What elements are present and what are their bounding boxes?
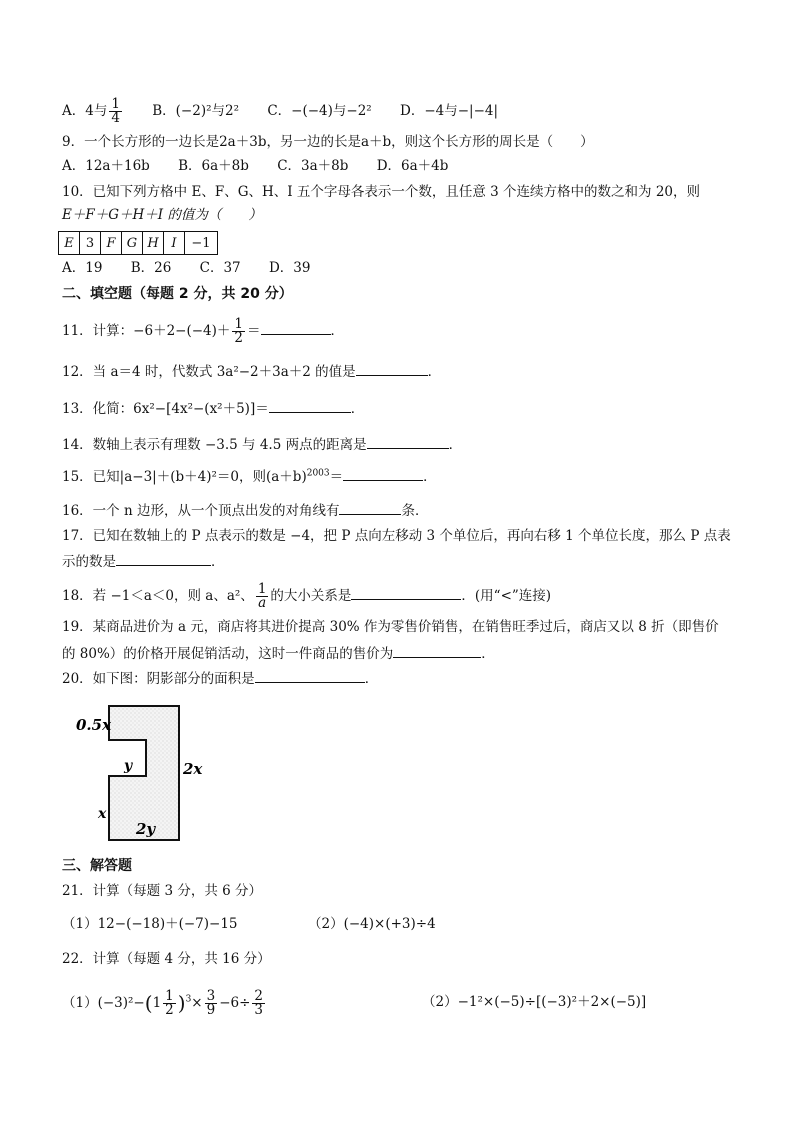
fraction: $\frac{1}{2}$	[165, 988, 174, 1018]
q10-stem-line2: E＋F＋G＋H＋I 的值为（ ）	[62, 207, 262, 223]
q8-option-d: D．−4与−|−4|	[400, 103, 499, 119]
q10-options	[62, 259, 334, 277]
answer-blank[interactable]	[367, 434, 449, 449]
q12: 12．当 a＝4 时，代数式 3a²−2＋3a＋2 的值是 ．	[62, 361, 441, 381]
q22-stem: 22．计算（每题 4 分，共 16 分）	[62, 951, 271, 967]
fraction: $\frac{1}{a}$	[257, 581, 267, 611]
grid-cell: G	[122, 232, 143, 255]
q9-option-c: C．3a＋8b	[277, 158, 349, 174]
grid-cell: −1	[185, 232, 218, 255]
q19-line1: 19．某商品进价为 a 元，商店将其进价提高 30% 作为零售价销售，在销售旺季过后，商店又以 8 折（即售价	[62, 619, 719, 635]
section-2-heading: 二、填空题（每题 2 分，共 20 分）	[62, 286, 293, 302]
label-left: x	[98, 806, 107, 822]
grid-cell: E	[59, 232, 80, 255]
q11: 11．计算：−6＋2−(−4)＋ $\frac{1}{2}$ ＝ ．	[62, 316, 345, 346]
q8-option-a: A．4与	[62, 103, 108, 119]
q14: 14．数轴上表示有理数 −3.5 与 4.5 两点的距离是 ．	[62, 434, 462, 454]
q8-option-b: B．(−2)²与2²	[152, 103, 240, 119]
answer-blank[interactable]	[351, 585, 461, 600]
q16: 16．一个 n 边形，从一个顶点出发的对角线有 条．	[62, 500, 428, 520]
q10-option-d: D．39	[268, 260, 311, 276]
fraction: $\frac{2}{3}$	[254, 988, 264, 1018]
q17-line2: 示的数是 ．	[62, 551, 225, 571]
answer-blank[interactable]	[339, 500, 401, 515]
grid-cell: F	[101, 232, 122, 255]
label-top: 0.5x	[76, 716, 112, 734]
q13: 13．化简：6x²−[4x²−(x²＋5)]＝ ．	[62, 398, 364, 418]
q22-part1: （1）(−3)²−(1 $\frac{1}{2}$ )$^3$× $\frac{3}{9}$ −6÷ $\frac{2}{3}$	[62, 988, 264, 1018]
q20: 20．如下图：阴影部分的面积是 ．	[62, 668, 378, 688]
q9-option-b: B．6a＋8b	[178, 158, 249, 174]
q10-option-c: C．37	[199, 260, 241, 276]
label-bottom: 2y	[136, 820, 156, 838]
q19-line2: 的 80%）的价格开展促销活动，这时一件商品的售价为 ．	[62, 643, 495, 663]
label-notch: y	[124, 758, 133, 774]
q18: 18．若 −1＜a＜0，则 a、a²、 $\frac{1}{a}$ 的大小关系是 ．(用“<”连接)	[62, 581, 552, 611]
fraction: $\frac{1}{2}$	[234, 316, 244, 346]
answer-blank[interactable]	[116, 551, 211, 566]
fraction: $\frac{1}{4}$	[111, 96, 120, 126]
q10-option-a: A．19	[62, 260, 103, 276]
q20-figure	[70, 700, 220, 850]
q9-stem: 9．一个长方形的一边长是2a＋3b，另一边的长是a＋b，则这个长方形的周长是（ ）	[62, 134, 594, 150]
q9-option-a: A．12a＋16b	[62, 158, 150, 174]
grid-cell: 3	[80, 232, 101, 255]
grid-cell: H	[143, 232, 164, 255]
fraction: $\frac{3}{9}$	[206, 988, 216, 1018]
q21-part2: （2）(−4)×(+3)÷4	[308, 916, 436, 932]
q10-option-b: B．26	[130, 260, 172, 276]
q22-part2: （2）−1²×(−5)÷[(−3)²＋2×(−5)]	[422, 994, 647, 1010]
q9-options	[62, 157, 472, 175]
q21-stem: 21．计算（每题 3 分，共 6 分）	[62, 883, 263, 899]
section-3-heading: 三、解答题	[62, 858, 132, 874]
q15: 15．已知|a−3|＋(b＋4)²＝0，则$(a+b)^{2003}=$ ．	[62, 466, 437, 486]
q10-stem-line1: 10．已知下列方格中 E、F、G、H、I 五个字母各表示一个数，且任意 3 个连续方格中的数之和为 20，则	[62, 184, 701, 200]
grid-cell: I	[164, 232, 185, 255]
answer-blank[interactable]	[269, 398, 351, 413]
answer-blank[interactable]	[255, 668, 365, 683]
q8-option-c: C．−(−4)与−2²	[267, 103, 372, 119]
q17-line1: 17．已知在数轴上的 P 点表示的数是 −4，把 P 点向左移动 3 个单位后，再向右移 1 个单位长度，那么 P 点表	[62, 528, 731, 544]
answer-blank[interactable]	[261, 320, 331, 335]
q21-part1: （1）12−(−18)＋(−7)−15	[62, 916, 238, 932]
answer-blank[interactable]	[343, 466, 423, 481]
answer-blank[interactable]	[356, 361, 428, 376]
q8-options	[62, 98, 522, 125]
label-right: 2x	[183, 760, 203, 778]
q9-option-d: D．6a＋4b	[376, 158, 449, 174]
answer-blank[interactable]	[393, 643, 481, 658]
q10-grid	[58, 231, 218, 255]
